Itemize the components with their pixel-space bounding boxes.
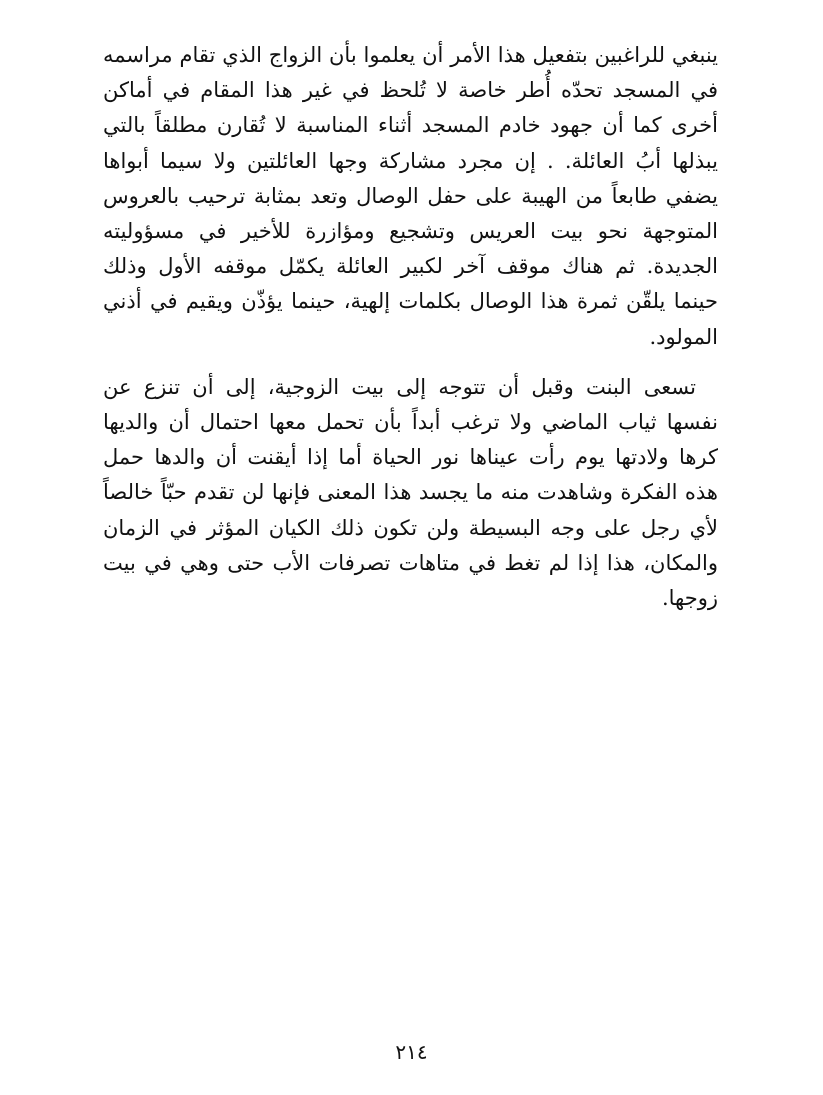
text-line: يبذلها أبُ العائلة. . إن مجرد مشاركة وجها العائلتين ولا سيما أبواها xyxy=(103,148,718,173)
page-body-text xyxy=(103,38,718,616)
text-line: يضفي طابعاً من الهيبة على حفل الوصال وتعد بمثابة ترحيب بالعروس xyxy=(103,183,718,208)
text-line: المولود. xyxy=(649,324,718,349)
text-line: زوجها. xyxy=(661,586,718,611)
text-line: كرها ولادتها يوم رأت عيناها نور الحياة أما إذا أيقنت أن والدها حمل xyxy=(103,445,718,470)
paragraph-1 xyxy=(103,38,718,355)
text-line: لأي رجل على وجه البسيطة ولن تكون ذلك الكيان المؤثر في الزمان xyxy=(103,515,718,540)
paragraph-2 xyxy=(103,370,718,616)
text-line: تسعى البنت وقبل أن تتوجه إلى بيت الزوجية، إلى أن تنزع عن xyxy=(103,374,696,399)
text-line: ينبغي للراغبين بتفعيل هذا الأمر أن يعلموا بأن الزواج الذي تقام مراسمه xyxy=(103,43,718,67)
text-line: والمكان، هذا إذا لم تغط في متاهات تصرفات الأب حتى وهي في بيت xyxy=(103,550,718,575)
text-line: الجديدة. ثم هناك موقف آخر لكبير العائلة يكمّل موقفه الأول وذلك xyxy=(103,254,718,279)
text-line: هذه الفكرة وشاهدت منه ما يجسد هذا المعنى فإنها لن تقدم حبّاً خالصاً xyxy=(103,480,718,505)
text-line: المتوجهة نحو بيت العريس وتشجيع ومؤازرة للأخير في مسؤوليته xyxy=(103,219,718,244)
text-line: نفسها ثياب الماضي ولا ترغب أبداً بأن تحمل معها احتمال أن والديها xyxy=(103,410,718,435)
text-line: أخرى كما أن جهود خادم المسجد أثناء المناسبة لا تُقارن مطلقاً بالتي xyxy=(103,113,718,138)
text-line: حينما يلقّن ثمرة هذا الوصال بكلمات إلهية، حينما يؤذّن ويقيم في أذني xyxy=(103,289,718,314)
text-line: في المسجد تحدّه أُطر خاصة لا تُلحظ في غير هذا المقام في أماكن xyxy=(103,78,718,103)
page-number: ٢١٤ xyxy=(395,1040,428,1064)
